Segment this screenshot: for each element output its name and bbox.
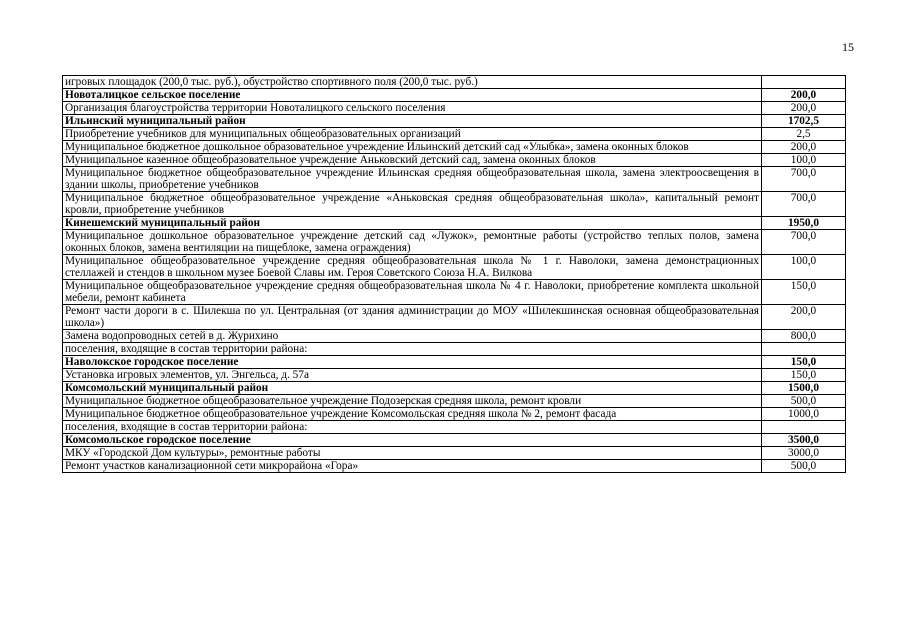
section-row: [63, 434, 846, 447]
table-row: [63, 230, 846, 255]
table-row: [63, 280, 846, 305]
row-description: Муниципальное казенное общеобразовательное учреждение Аньковский детский сад, замена оконных блоков: [63, 154, 762, 167]
row-description: Замена водопроводных сетей в д. Журихино: [63, 330, 762, 343]
row-amount: [762, 343, 846, 356]
table-row: [63, 255, 846, 280]
table-row: [63, 167, 846, 192]
row-amount: 500,0: [762, 395, 846, 408]
table-row: [63, 141, 846, 154]
row-amount: 100,0: [762, 154, 846, 167]
row-description: Приобретение учебников для муниципальных общеобразовательных организаций: [63, 128, 762, 141]
table-row: [63, 128, 846, 141]
row-description: Муниципальное общеобразовательное учреждение средняя общеобразовательная школа № 4 г. Наволоки, приобретение комплекта школьной мебели, ремонт кабинета: [63, 280, 762, 305]
row-amount: 100,0: [762, 255, 846, 280]
table-row: [63, 76, 846, 89]
table-row: [63, 192, 846, 217]
section-row: [63, 382, 846, 395]
row-description: Организация благоустройства территории Новоталицкого сельского поселения: [63, 102, 762, 115]
row-description: Муниципальное дошкольное образовательное учреждение детский сад «Лужок», ремонтные работы (устройство теплых полов, замена оконных блоков, замена вентиляции на пищеблоке, замена ограждения): [63, 230, 762, 255]
table-row: [63, 102, 846, 115]
row-amount: 1500,0: [762, 382, 846, 395]
row-amount: [762, 421, 846, 434]
row-description: Муниципальное общеобразовательное учреждение средняя общеобразовательная школа № 1 г. Наволоки, замена демонстрационных стеллажей и стендов в школьном музее Боевой Славы им. Героя Советского Союза Н.А. Вилкова: [63, 255, 762, 280]
row-description: поселения, входящие в состав территории района:: [63, 421, 762, 434]
table-row: [63, 408, 846, 421]
row-amount: 500,0: [762, 460, 846, 473]
row-description: Муниципальное бюджетное общеобразовательное учреждение Ильинская средняя общеобразовательная школа, замена электроосвещения в здании школы, приобретение учебников: [63, 167, 762, 192]
row-description: игровых площадок (200,0 тыс. руб.), обустройство спортивного поля (200,0 тыс. руб.): [63, 76, 762, 89]
row-description: Муниципальное бюджетное общеобразовательное учреждение «Аньковская средняя общеобразовательная школа», капитальный ремонт кровли, приобретение учебников: [63, 192, 762, 217]
row-amount: 200,0: [762, 102, 846, 115]
row-description: Новоталицкое сельское поселение: [63, 89, 762, 102]
row-description: МКУ «Городской Дом культуры», ремонтные работы: [63, 447, 762, 460]
row-amount: 150,0: [762, 280, 846, 305]
row-description: Установка игровых элементов, ул. Энгельса, д. 57а: [63, 369, 762, 382]
row-amount: 150,0: [762, 369, 846, 382]
row-amount: 3500,0: [762, 434, 846, 447]
budget-table-body: [63, 76, 846, 473]
table-row: [63, 330, 846, 343]
table-row: [63, 460, 846, 473]
row-description: Муниципальное бюджетное дошкольное образовательное учреждение Ильинский детский сад «Улыбка», замена оконных блоков: [63, 141, 762, 154]
table-row: [63, 447, 846, 460]
row-description: Ремонт части дороги в с. Шилекша по ул. Центральная (от здания администрации до МОУ «Шилекшинская основная общеобразовательная школа»): [63, 305, 762, 330]
row-description: Ильинский муниципальный район: [63, 115, 762, 128]
row-amount: 1950,0: [762, 217, 846, 230]
row-description: Ремонт участков канализационной сети микрорайона «Гора»: [63, 460, 762, 473]
row-amount: 700,0: [762, 230, 846, 255]
row-amount: 1702,5: [762, 115, 846, 128]
table-row: [63, 395, 846, 408]
row-amount: 700,0: [762, 167, 846, 192]
row-amount: 200,0: [762, 89, 846, 102]
row-amount: 700,0: [762, 192, 846, 217]
row-amount: 3000,0: [762, 447, 846, 460]
row-amount: 1000,0: [762, 408, 846, 421]
row-description: поселения, входящие в состав территории района:: [63, 343, 762, 356]
table-row: [63, 154, 846, 167]
table-row: [63, 343, 846, 356]
row-amount: 2,5: [762, 128, 846, 141]
table-row: [63, 369, 846, 382]
row-amount: [762, 76, 846, 89]
table-row: [63, 305, 846, 330]
row-description: Кинешемский муниципальный район: [63, 217, 762, 230]
budget-table: [62, 75, 846, 473]
section-row: [63, 217, 846, 230]
section-row: [63, 115, 846, 128]
page-number: 15: [842, 40, 854, 54]
row-amount: 200,0: [762, 141, 846, 154]
row-description: Муниципальное бюджетное общеобразовательное учреждение Подозерская средняя школа, ремонт кровли: [63, 395, 762, 408]
row-description: Комсомольское городское поселение: [63, 434, 762, 447]
row-amount: 200,0: [762, 305, 846, 330]
row-amount: 150,0: [762, 356, 846, 369]
row-description: Комсомольский муниципальный район: [63, 382, 762, 395]
section-row: [63, 89, 846, 102]
row-description: Муниципальное бюджетное общеобразовательное учреждение Комсомольская средняя школа № 2, ремонт фасада: [63, 408, 762, 421]
row-description: Наволокское городское поселение: [63, 356, 762, 369]
row-amount: 800,0: [762, 330, 846, 343]
section-row: [63, 356, 846, 369]
table-row: [63, 421, 846, 434]
